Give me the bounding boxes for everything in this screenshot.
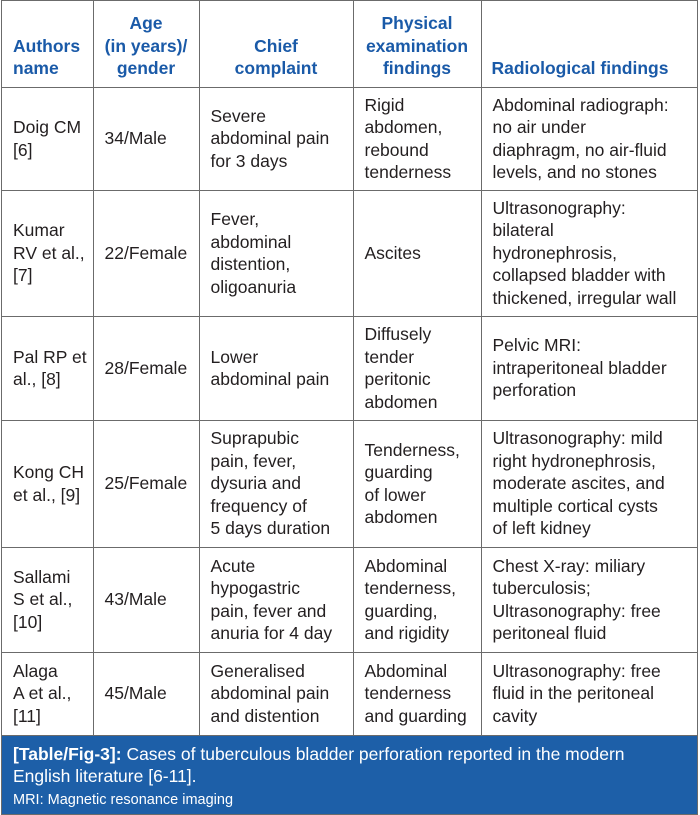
cell-age-gender: 28/Female (93, 316, 199, 420)
cell-complaint: Fever, abdominal distention, oligoanuria (199, 190, 353, 316)
header-row (2, 1, 697, 87)
table-row (2, 652, 697, 735)
cell-age-gender: 45/Male (93, 652, 199, 735)
cell-complaint: Acute hypogastric pain, fever and anuria for 4 day (199, 547, 353, 652)
table-figure (1, 0, 698, 815)
table-row (2, 547, 697, 652)
table-row (2, 87, 697, 190)
cell-complaint: Lower abdominal pain (199, 316, 353, 420)
figure-caption (2, 736, 697, 814)
cell-exam: Tenderness, guarding of lower abdomen (353, 420, 481, 547)
cell-radiology: Abdominal radiograph: no air under diaphragm, no air-fluid levels, and no stones (481, 87, 697, 190)
caption-label: [Table/Fig-3]: (13, 743, 122, 764)
cell-age-gender: 43/Male (93, 547, 199, 652)
table-row (2, 420, 697, 547)
table-row (2, 190, 697, 316)
cases-table (2, 1, 697, 736)
header-age-gender: Age (in years)/ gender (93, 1, 199, 87)
cell-exam: Rigid abdomen, rebound tenderness (353, 87, 481, 190)
header-radiological-findings: Radiological findings (481, 1, 697, 87)
cell-exam: Abdominal tenderness, guarding, and rigidity (353, 547, 481, 652)
cell-age-gender: 25/Female (93, 420, 199, 547)
cell-age-gender: 34/Male (93, 87, 199, 190)
caption-line-2: English literature [6-11]. (13, 765, 197, 786)
cell-age-gender: 22/Female (93, 190, 199, 316)
cell-author: Doig CM [6] (2, 87, 93, 190)
table-header (2, 1, 697, 87)
cell-exam: Abdominal tenderness and guarding (353, 652, 481, 735)
cell-radiology: Ultrasonography: free fluid in the peritoneal cavity (481, 652, 697, 735)
cell-exam: Ascites (353, 190, 481, 316)
table-row (2, 316, 697, 420)
cell-complaint: Suprapubic pain, fever, dysuria and frequency of 5 days duration (199, 420, 353, 547)
header-authors: Authors name (2, 1, 93, 87)
cell-radiology: Chest X-ray: miliary tuberculosis; Ultrasonography: free peritoneal fluid (481, 547, 697, 652)
header-chief-complaint: Chief complaint (199, 1, 353, 87)
cell-author: Alaga A et al., [11] (2, 652, 93, 735)
caption-abbreviation-note: MRI: Magnetic resonance imaging (13, 791, 234, 808)
cell-complaint: Severe abdominal pain for 3 days (199, 87, 353, 190)
cell-radiology: Ultrasonography: mild right hydronephrosis, moderate ascites, and multiple cortical cysts of left kidney (481, 420, 697, 547)
cell-radiology: Ultrasonography: bilateral hydronephrosis, collapsed bladder with thickened, irregular wall (481, 190, 697, 316)
cell-author: Pal RP et al., [8] (2, 316, 93, 420)
cell-author: Kumar RV et al., [7] (2, 190, 93, 316)
cell-complaint: Generalised abdominal pain and distention (199, 652, 353, 735)
cell-exam: Diffusely tender peritonic abdomen (353, 316, 481, 420)
caption-text (13, 743, 687, 787)
caption-line-1: Cases of tuberculous bladder perforation reported in the modern (126, 743, 625, 764)
cell-author: Sallami S et al., [10] (2, 547, 93, 652)
cell-author: Kong CH et al., [9] (2, 420, 93, 547)
cell-radiology: Pelvic MRI: intraperitoneal bladder perforation (481, 316, 697, 420)
header-physical-exam: Physical examination findings (353, 1, 481, 87)
table-body (2, 87, 697, 735)
